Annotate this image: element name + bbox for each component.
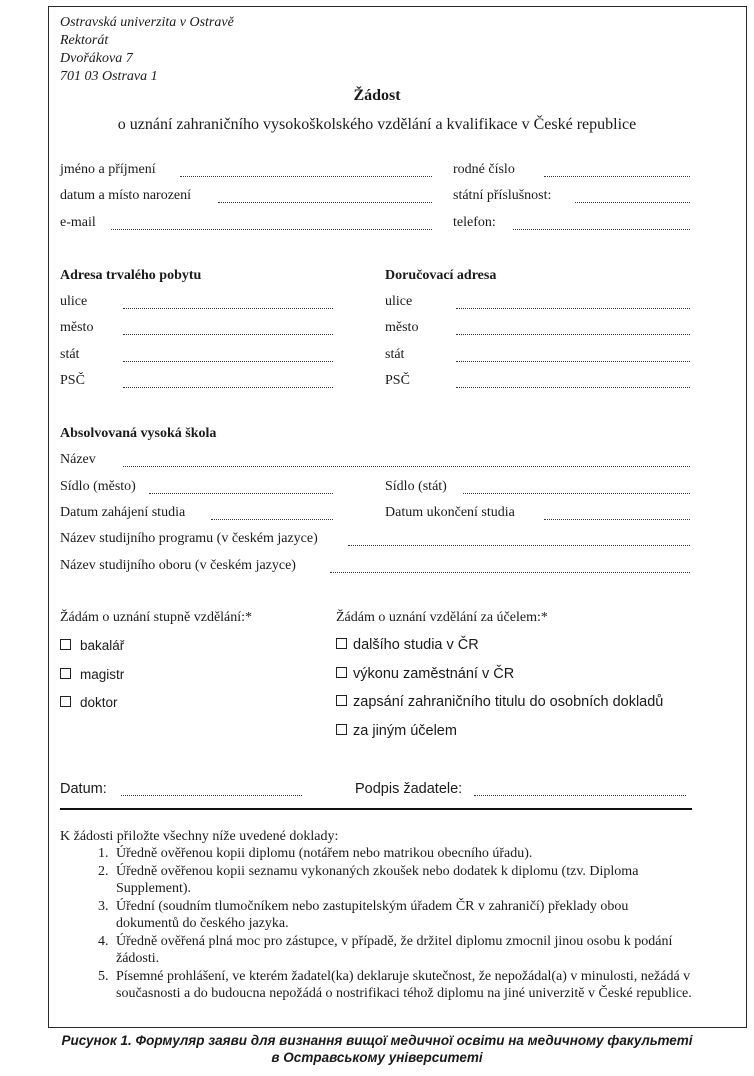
study-end-field[interactable] [544, 519, 690, 520]
email-field[interactable] [111, 229, 432, 230]
permanent-street-field[interactable] [123, 308, 333, 309]
school-heading: Absolvovaná vysoká škola [60, 426, 217, 441]
checkbox[interactable] [336, 638, 347, 649]
purpose-option-label: za jiným účelem [353, 723, 457, 739]
birth-number-field[interactable] [544, 176, 690, 177]
purpose-option-employment[interactable] [336, 666, 514, 682]
purpose-heading: Žádám o uznání vzdělání za účelem:* [336, 610, 548, 625]
field-of-study-field[interactable] [330, 572, 690, 573]
field-label: Název studijního oboru (v českém jazyce) [60, 558, 296, 573]
phone-field[interactable] [513, 229, 690, 230]
school-state-label: Sídlo (stát) [385, 479, 447, 494]
purpose-option-other[interactable] [336, 723, 457, 739]
attachment-item: 5. Písemné prohlášení, ve kterém žadatel(ka) deklaruje skutečnost, že nepožádal(a) v minulosti, nežádá v současnosti a do budoucna nepožádá o nostrifikaci téhož diplomu na jiné univerzitě v České republice. [112, 968, 692, 1002]
figure-caption-line1: Рисунок 1. Формуляр заяви для визнання вищої медичної освіти на медичному факультеті [61, 1033, 693, 1048]
program-label: Název studijního programu (v českém jazyce) [60, 531, 318, 546]
permanent-zip-label: PSČ [60, 373, 85, 388]
attachment-item: 3. Úřední (soudním tlumočníkem nebo zastupitelským úřadem ČR v zahraničí) překlady obou dokumentů do českého jazyka. [112, 898, 692, 932]
attachment-item: 4. Úředně ověřená plná moc pro zástupce, v případě, že držitel diplomu zmocnil jinou osobu k podání žádosti. [112, 933, 692, 967]
figure-caption-line2: в Остравському університеті [271, 1050, 483, 1065]
degree-option-label: bakalář [80, 638, 125, 653]
permanent-state-field[interactable] [123, 361, 333, 362]
checkbox[interactable] [60, 696, 71, 707]
date-label: Datum: [60, 781, 107, 797]
birth-label: datum a místo narození [60, 188, 192, 203]
delivery-state-label: stát [385, 347, 405, 362]
birth-field[interactable] [218, 202, 432, 203]
delivery-city-field[interactable] [456, 334, 690, 335]
delivery-zip-field[interactable] [456, 387, 690, 388]
citizenship-label: státní příslušnost: [453, 188, 552, 203]
delivery-street-label: ulice [385, 294, 413, 309]
school-name-field[interactable] [123, 466, 690, 467]
delivery-zip-label: PSČ [385, 373, 410, 388]
degree-option-master[interactable] [60, 667, 124, 682]
purpose-option-label: výkonu zaměstnání v ČR [353, 666, 515, 682]
purpose-option-label: dalšího studia v ČR [353, 637, 479, 653]
degree-option-label: doktor [80, 695, 118, 710]
citizenship-field[interactable] [575, 202, 690, 203]
school-name-label: Název [60, 452, 96, 467]
degree-heading: Žádám o uznání stupně vzdělání:* [60, 610, 253, 625]
purpose-option-study[interactable] [336, 637, 479, 653]
attachment-item: 2. Úředně ověřenou kopii seznamu vykonaných zkoušek nebo dodatek k diplomu (tzv. Diploma Supplement). [112, 863, 692, 897]
program-field[interactable] [348, 545, 690, 546]
permanent-city-field[interactable] [123, 334, 333, 335]
study-start-field[interactable] [211, 519, 333, 520]
attachment-item: 1. Úředně ověřenou kopii diplomu (notářem nebo matrikou obecního úřadu). [112, 845, 692, 862]
degree-option-doctor[interactable] [60, 695, 118, 710]
date-field[interactable] [121, 795, 302, 796]
study-start-label: Datum zahájení studia [60, 505, 186, 520]
university-name: Ostravská univerzita v Ostravě [60, 15, 234, 30]
checkbox[interactable] [336, 695, 347, 706]
checkbox[interactable] [60, 639, 71, 650]
postal-city: 701 03 Ostrava 1 [60, 69, 158, 84]
degree-option-bachelor[interactable] [60, 638, 124, 653]
purpose-option-label: zapsání zahraničního titulu do osobních dokladů [353, 694, 664, 710]
delivery-state-field[interactable] [456, 361, 690, 362]
attachments-section [60, 828, 692, 1003]
permanent-address-heading: Adresa trvalého pobytu [60, 268, 202, 283]
delivery-street-field[interactable] [456, 308, 690, 309]
school-city-label: Sídlo (město) [60, 479, 136, 494]
attachments-intro: K žádosti přiložte všechny níže uvedené doklady: [60, 829, 339, 844]
school-state-field[interactable] [463, 493, 690, 494]
email-label: e-mail [60, 215, 96, 230]
signature-field[interactable] [474, 795, 686, 796]
form-subtitle: o uznání zahraničního vysokoškolského vzdělání a kvalifikace v České republice [117, 116, 637, 133]
department-name: Rektorát [60, 33, 109, 48]
birth-number-label: rodné číslo [453, 162, 515, 177]
permanent-state-label: stát [60, 347, 80, 362]
permanent-city-label: město [60, 320, 94, 335]
name-label: jméno a příjmení [60, 162, 156, 177]
checkbox[interactable] [336, 724, 347, 735]
permanent-street-label: ulice [60, 294, 88, 309]
purpose-option-title[interactable] [336, 694, 663, 710]
permanent-zip-field[interactable] [123, 387, 333, 388]
attachments-list [60, 845, 692, 1002]
signature-label: Podpis žadatele: [355, 781, 463, 797]
school-city-field[interactable] [149, 493, 333, 494]
delivery-city-label: město [385, 320, 419, 335]
street-address: Dvořákova 7 [60, 51, 133, 66]
degree-option-label: magistr [80, 667, 125, 682]
name-field[interactable] [180, 176, 432, 177]
form-title: Žádost [353, 87, 401, 104]
delivery-address-heading: Doručovací adresa [385, 268, 497, 283]
checkbox[interactable] [336, 667, 347, 678]
phone-label: telefon: [453, 215, 496, 230]
divider [60, 808, 692, 810]
checkbox[interactable] [60, 668, 71, 679]
study-end-label: Datum ukončení studia [385, 505, 515, 520]
